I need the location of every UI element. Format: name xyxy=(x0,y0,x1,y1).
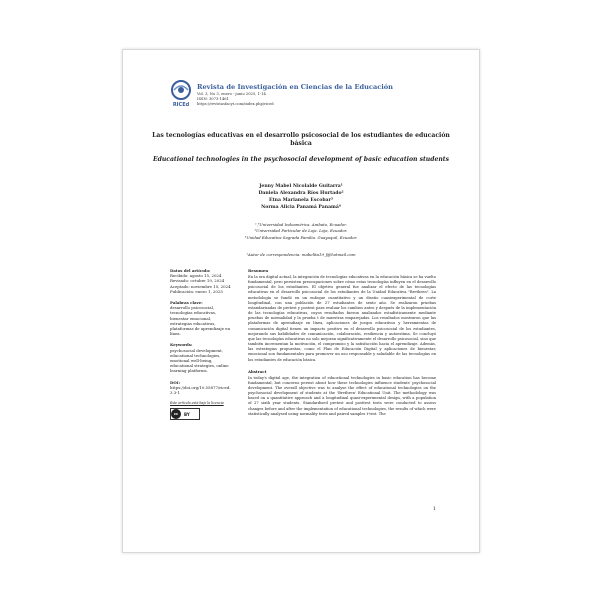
paper-page xyxy=(122,49,480,553)
page-number: 1 xyxy=(433,507,436,512)
affiliation: ³Unidad Educativa Sagrada Familia. Guayaquil, Ecuador. xyxy=(244,234,358,240)
license-text[interactable]: Este artículo está bajo la licencia xyxy=(170,401,224,406)
author-list xyxy=(123,184,479,212)
journal-issn: ISSN: 3073-1461 xyxy=(197,97,229,101)
keywords-es: desarrollo psicosocial, tecnologías educativas, bienestar emocional, estrategias educativas, plataformas de aprendizaje en línea. xyxy=(170,305,230,337)
resumen-text: En la era digital actual, la integración de tecnologías educativas en la educación básica se ha vuelto fundamental, pero persisten preocupaciones sobre cómo estas tecnologías influyen en el desarrollo psicosocial de los estudiantes. El objetivo general fue analizar el efecto de las tecnologías educativas en el desarrollo psicosocial de los estudiantes de la Unidad Educativa "Brethren". La metodología se fundó en un enfoque cuantitativo y un diseño cuasiexperimental de corte longitudinal, con una población de 27 estudiantes de sexto año. Se realizaron pruebas estandarizadas de pretest y postest para evaluar los cambios antes y después de la implementación de las tecnologías educativas, cuyos resultados fueron analizados estadísticamente mediante pruebas de normalidad y la prueba t de muestras emparejadas. Los resultados mostraron que las plataformas de aprendizaje en línea, aplicaciones de juegos educativos y herramientas de comunicación digital tienen un impacto positivo en el desarrollo psicosocial de los estudiantes, mejorando sus habilidades de comunicación, colaboración, resiliencia y autoestima. Se concluyó que las tecnologías educativas no solo mejoran significativamente el desarrollo psicosocial, sino que también incrementan la motivación, el compromiso y la satisfacción hacia el aprendizaje. Además, las estrategias propuestas, como el Plan de Educación Digital y aplicaciones de bienestar, emocional son fundamentales para promover un uso responsable y saludable de las tecnologías en los estudiantes de educación básica. xyxy=(248,275,437,362)
author-name: Daniela Alexandra Ríos Hurtado² xyxy=(258,190,344,196)
logo-text: RICEd xyxy=(172,102,190,108)
affiliation: ¹,⁴Universidad Indoamérica. Ambato, Ecuador. xyxy=(255,222,347,227)
abstract-text: In today's digital age, the integration of educational technologies in basic education has become fundamental, but concerns persist about how these technologies influence students' psychosocial development. The overall objective was to analyse the effect of educational technologies on the psychosocial development of students at the 'Brethren' Educational Unit. The methodology was based on a quantitative approach and a longitudinal quasi-experimental design, with a population of 27 sixth year students. Standardised pretest and posttest tests were conducted to assess changes before and after the implementation of educational technologies, the results of which were statistically analysed using normality tests and paired samples t-test. The xyxy=(248,375,436,416)
journal-title: Revista de Investigación en Ciencias de la Educación xyxy=(197,83,393,91)
affiliation-list xyxy=(123,222,479,241)
author-name: Etna Marianela Escobar³ xyxy=(269,197,333,203)
journal-url[interactable]: https://revistasfacyt.com/index.php/riced xyxy=(197,102,274,106)
affiliation: ²Universidad Particular de Loja. Loja, Ecuador. xyxy=(254,228,348,234)
date-accepted: Aceptado: noviembre 15, 2024 xyxy=(170,283,231,289)
journal-volume: Vol. 3, No 3, enero - junio 2025, 1-14 xyxy=(197,92,266,96)
article-data-heading: Datos del artículo: xyxy=(170,268,211,273)
keywords-es-heading: Palabras clave: xyxy=(170,300,203,306)
date-published: Publicación: enero 1, 2025 xyxy=(170,288,223,294)
title-english: Educational technologies in the psychosocial development of basic education students xyxy=(152,156,450,163)
abstract-heading: Abstract xyxy=(248,368,267,374)
date-revised: Revisado: octubre 19, 2024 xyxy=(170,278,225,284)
date-received: Recibido: agosto 15, 2024 xyxy=(170,273,222,279)
main-column xyxy=(248,268,436,417)
journal-logo xyxy=(170,80,192,108)
doi-heading: DOI: xyxy=(170,379,181,385)
cc-license-badge[interactable] xyxy=(170,408,200,420)
author-name: Jenny Mabel Nicolalde Guitarra¹ xyxy=(259,184,343,189)
cc-icon: cc xyxy=(171,409,181,419)
keywords-en-heading: Keywords: xyxy=(170,342,193,348)
article-sidebar xyxy=(170,268,232,420)
author-name: Norma Alicia Panamá Panamá⁴ xyxy=(261,204,341,210)
resumen-heading: Resumen xyxy=(248,268,269,273)
doi-link[interactable]: https://doi.org/10.55877/riced.3.3-1 xyxy=(170,384,231,396)
keywords-en: psychosocial development, educational technologies, emotional well-being, educational strategies, online learning platforms. xyxy=(170,347,229,374)
title-spanish: Las tecnologías educativas en el desarrollo psicosocial de los estudiantes de educación básica xyxy=(152,132,450,148)
cc-by-label: BY xyxy=(184,411,190,417)
correspondence-note: ¹Autor de correspondencia: mabelita19_f@hotmail.com xyxy=(246,252,356,257)
